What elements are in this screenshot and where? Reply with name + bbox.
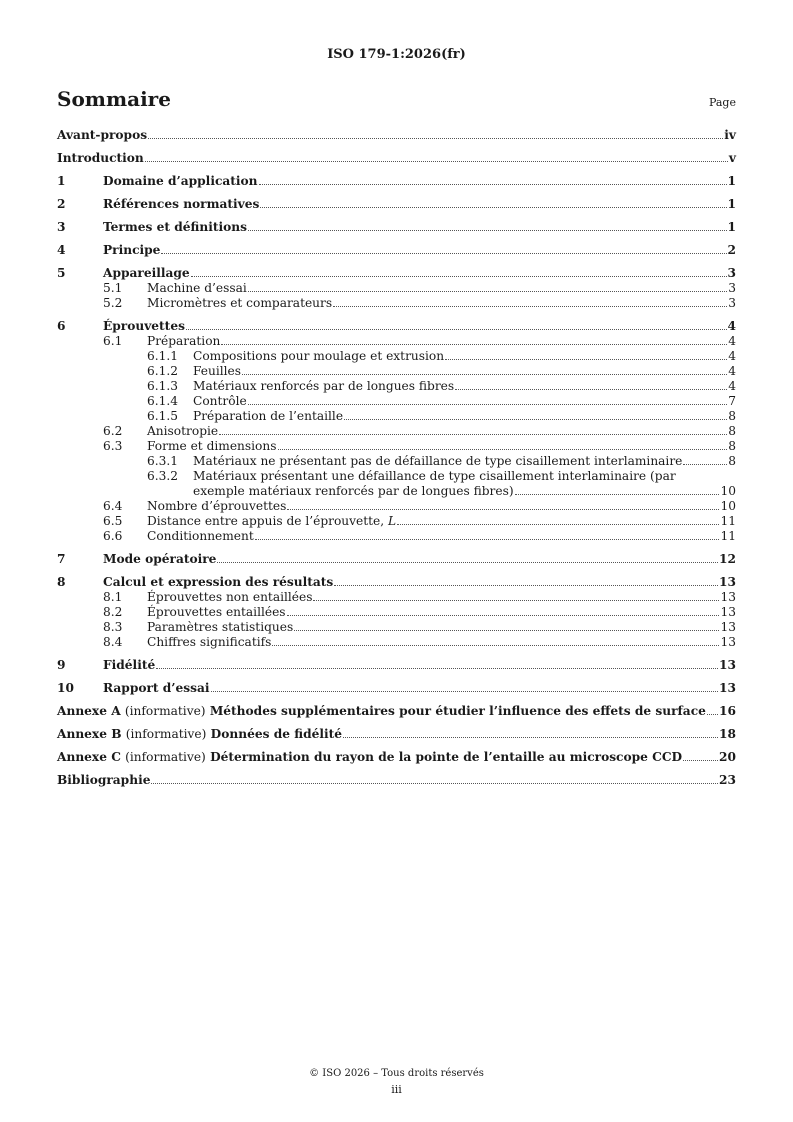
toc-entry-3[interactable] — [57, 220, 736, 235]
toc-entry-8[interactable] — [57, 575, 736, 590]
toc-entry-label: Références normatives — [103, 197, 260, 211]
toc-entry-6-3-1[interactable] — [57, 454, 736, 469]
toc-entry-label: Matériaux renforcés par de longues fibres — [193, 379, 455, 393]
leader-dots — [455, 386, 727, 390]
toc-entry-number: 8.3 — [103, 620, 123, 634]
toc-entry-page: 8 — [728, 424, 736, 438]
toc-entry-page: 11 — [720, 529, 736, 543]
toc-entry-page: 1 — [727, 174, 736, 188]
annex-id: Annexe A — [57, 704, 121, 718]
toc-entry-page: 4 — [727, 319, 736, 333]
toc-entry-label — [147, 514, 396, 529]
toc-entry-label: Fidélité — [103, 658, 156, 672]
toc-entry-page: 4 — [728, 364, 736, 378]
toc-entry-label: Calcul et expression des résultats — [103, 575, 334, 589]
toc-entry-page: 13 — [720, 635, 736, 649]
toc-entry-6-1-3[interactable] — [57, 379, 736, 394]
toc-entry-label — [57, 704, 706, 719]
annex-kind: (informative) — [124, 704, 206, 718]
toc-entry-avant-propos[interactable] — [57, 128, 736, 143]
toc-entry-number: 6.1.3 — [147, 379, 179, 393]
toc-entry-number: 6.3.2 — [147, 469, 179, 483]
toc-entry-page: 8 — [728, 439, 736, 453]
annex-title: Détermination du rayon de la pointe de l’entaille au microscope CCD — [210, 750, 683, 764]
toc-entry-number: 6.5 — [103, 514, 123, 528]
leader-dots — [242, 371, 727, 375]
toc-entry-page: 10 — [720, 499, 736, 513]
toc-entry-8-4[interactable] — [57, 635, 736, 650]
toc-entry-page: 10 — [720, 484, 736, 498]
toc-entry-label: Conditionnement — [147, 529, 254, 543]
toc-entry-page: 18 — [719, 727, 736, 741]
toc-entry-10[interactable] — [57, 681, 736, 696]
toc-entry-label: Préparation de l’entaille — [193, 409, 344, 423]
toc-entry-label: Éprouvettes entaillées — [147, 605, 286, 619]
leader-dots — [221, 341, 727, 345]
toc-entry-5-1[interactable] — [57, 281, 736, 296]
toc-entry-1[interactable] — [57, 174, 736, 189]
toc-entry-page: 8 — [728, 409, 736, 423]
toc-entry-label: Termes et définitions — [103, 220, 247, 234]
leader-dots — [217, 559, 718, 563]
toc-entry-number: 6.1.2 — [147, 364, 179, 378]
toc-entry-label: Matériaux présentant une défaillance de type cisaillement interlaminaire (par — [193, 469, 676, 483]
toc-entry-number: 5.1 — [103, 281, 123, 295]
leader-dots — [260, 204, 726, 208]
toc-entry-number: 4 — [57, 243, 66, 257]
toc-entry-6-1-2[interactable] — [57, 364, 736, 379]
toc-entry-number: 6.4 — [103, 499, 123, 513]
leader-dots — [259, 181, 727, 185]
leader-dots — [272, 642, 719, 646]
toc-entry-label: Matériaux ne présentant pas de défaillance de type cisaillement interlaminaire — [193, 454, 683, 468]
toc-entry-5-2[interactable] — [57, 296, 736, 311]
toc-entry-6-4[interactable] — [57, 499, 736, 514]
toc-entry-number: 6.1.5 — [147, 409, 179, 423]
leader-dots — [344, 416, 727, 420]
toc-entry-number: 3 — [57, 220, 66, 234]
leader-dots — [683, 461, 727, 465]
toc-entry-9[interactable] — [57, 658, 736, 673]
toc-entry-annex-a[interactable] — [57, 704, 736, 719]
toc-entry-label: Feuilles — [193, 364, 242, 378]
toc-entry-8-2[interactable] — [57, 605, 736, 620]
leader-dots — [248, 401, 728, 405]
toc-entry-label: Avant-propos — [57, 128, 148, 142]
page-footer — [0, 1066, 793, 1098]
toc-entry-page: 7 — [728, 394, 736, 408]
toc-entry-page: 3 — [728, 296, 736, 310]
leader-dots — [294, 627, 719, 631]
toc-entry-label: Éprouvettes — [103, 319, 185, 333]
leader-dots — [219, 431, 727, 435]
toc-entry-page: 13 — [720, 620, 736, 634]
toc-entry-bibliographie[interactable] — [57, 773, 736, 788]
toc-entry-label — [57, 750, 682, 765]
toc-entry-label: Contrôle — [193, 394, 247, 408]
leader-dots — [255, 536, 720, 540]
toc-entry-label: Appareillage — [103, 266, 190, 280]
leader-dots — [248, 288, 727, 292]
toc-entry-6[interactable] — [57, 319, 736, 334]
leader-dots — [445, 356, 727, 360]
toc-entry-page: 4 — [728, 379, 736, 393]
variable-symbol: L — [388, 514, 397, 528]
leader-dots — [145, 158, 728, 162]
toc-entry-number: 6.1.4 — [147, 394, 179, 408]
toc-entry-number: 8.1 — [103, 590, 123, 604]
leader-dots — [707, 711, 718, 715]
leader-dots — [148, 135, 723, 139]
toc-entry-page: 16 — [719, 704, 736, 718]
toc-entry-multiline-text — [193, 469, 736, 499]
leader-dots — [287, 506, 719, 510]
toc-entry-page: 23 — [719, 773, 736, 787]
toc-entry-4[interactable] — [57, 243, 736, 258]
annex-id: Annexe B — [57, 727, 122, 741]
toc-entry-number: 6.3.1 — [147, 454, 179, 468]
toc-entry-introduction[interactable] — [57, 151, 736, 166]
toc-entry-label: Préparation — [147, 334, 221, 348]
toc-entry-label — [57, 727, 342, 742]
toc-entry-label: Chiffres significatifs — [147, 635, 272, 649]
toc-entry-number: 6.3 — [103, 439, 123, 453]
toc-entry-label: Micromètres et comparateurs — [147, 296, 333, 310]
leader-dots — [211, 688, 718, 692]
toc-entry-number: 6.1 — [103, 334, 123, 348]
annex-id: Annexe C — [57, 750, 121, 764]
leader-dots — [161, 250, 726, 254]
toc-entry-number: 1 — [57, 174, 66, 188]
toc-entry-label-text: Distance entre appuis de l’éprouvette, — [147, 514, 389, 528]
toc-entry-page: v — [728, 151, 736, 165]
toc-entry-6-5[interactable] — [57, 514, 736, 529]
toc-entry-label: Machine d’essai — [147, 281, 247, 295]
toc-entry-number: 6.6 — [103, 529, 123, 543]
toc-entry-page: 13 — [719, 575, 736, 589]
leader-dots — [343, 734, 718, 738]
annex-kind: (informative) — [125, 727, 207, 741]
toc-entry-label: Compositions pour moulage et extrusion — [193, 349, 445, 363]
toc-entry-6-1-4[interactable] — [57, 394, 736, 409]
leader-dots — [151, 780, 718, 784]
toc-entry-second-line — [193, 484, 736, 499]
toc-entry-8-3[interactable] — [57, 620, 736, 635]
toc-entry-page: 8 — [728, 454, 736, 468]
document-id-header: ISO 179-1:2026(fr) — [327, 47, 466, 62]
leader-dots — [186, 326, 727, 330]
toc-entry-number: 5 — [57, 266, 66, 280]
toc-entry-7[interactable] — [57, 552, 736, 567]
toc-entry-2[interactable] — [57, 197, 736, 212]
leader-dots — [397, 521, 719, 525]
toc-entry-annex-b[interactable] — [57, 727, 736, 742]
toc-entry-page: 20 — [719, 750, 736, 764]
leader-dots — [248, 227, 727, 231]
toc-entry-annex-c[interactable] — [57, 750, 736, 765]
toc-entry-label: Paramètres statistiques — [147, 620, 294, 634]
copyright-notice: © ISO 2026 – Tous droits réservés — [309, 1068, 484, 1079]
toc-entry-number: 6.1.1 — [147, 349, 179, 363]
toc-entry-label: Principe — [103, 243, 161, 257]
leader-dots — [287, 612, 720, 616]
toc-entry-number: 8.4 — [103, 635, 123, 649]
toc-entry-label: Domaine d’application — [103, 174, 258, 188]
toc-entry-number: 2 — [57, 197, 66, 211]
leader-dots — [683, 757, 718, 761]
page-title: Sommaire — [57, 87, 171, 111]
toc-entry-number: 5.2 — [103, 296, 123, 310]
toc-entry-page: 4 — [728, 334, 736, 348]
toc-entry-number: 8.2 — [103, 605, 123, 619]
toc-entry-6-2[interactable] — [57, 424, 736, 439]
annex-kind: (informative) — [125, 750, 206, 764]
toc-entry-page: 4 — [728, 349, 736, 363]
annex-title: Données de fidélité — [210, 727, 342, 741]
leader-dots — [313, 597, 719, 601]
toc-entry-page: iv — [724, 128, 736, 142]
toc-entry-label: Nombre d’éprouvettes — [147, 499, 287, 513]
toc-entry-number: 6.2 — [103, 424, 123, 438]
page-column-label: Page — [708, 96, 736, 109]
toc-entry-number: 6 — [57, 319, 66, 333]
leader-dots — [156, 665, 718, 669]
leader-dots — [191, 273, 727, 277]
toc-entry-number: 8 — [57, 575, 66, 589]
toc-entry-label: Rapport d’essai — [103, 681, 210, 695]
table-of-contents — [57, 128, 736, 788]
toc-entry-page: 13 — [720, 590, 736, 604]
leader-dots — [515, 491, 720, 495]
toc-entry-8-1[interactable] — [57, 590, 736, 605]
toc-entry-6-1-5[interactable] — [57, 409, 736, 424]
toc-entry-page: 1 — [727, 197, 736, 211]
page-number: iii — [391, 1083, 402, 1096]
toc-entry-page: 13 — [719, 658, 736, 672]
toc-entry-label: Introduction — [57, 151, 144, 165]
toc-entry-page: 13 — [719, 681, 736, 695]
toc-entry-label: Forme et dimensions — [147, 439, 277, 453]
toc-entry-6-6[interactable] — [57, 529, 736, 544]
toc-entry-page: 3 — [727, 266, 736, 280]
toc-entry-page: 1 — [727, 220, 736, 234]
toc-entry-6-3-2[interactable] — [57, 469, 736, 499]
leader-dots — [334, 582, 718, 586]
toc-title-row — [57, 87, 736, 111]
toc-entry-number: 10 — [57, 681, 74, 695]
leader-dots — [278, 446, 728, 450]
toc-entry-label: Mode opératoire — [103, 552, 217, 566]
toc-entry-page: 11 — [720, 514, 736, 528]
toc-entry-5[interactable] — [57, 266, 736, 281]
toc-entry-6-1[interactable] — [57, 334, 736, 349]
toc-entry-page: 3 — [728, 281, 736, 295]
toc-entry-page: 13 — [720, 605, 736, 619]
toc-entry-number: 9 — [57, 658, 66, 672]
leader-dots — [333, 303, 727, 307]
toc-entry-label: Bibliographie — [57, 773, 151, 787]
toc-entry-page: 12 — [719, 552, 736, 566]
toc-entry-number: 7 — [57, 552, 66, 566]
annex-title: Méthodes supplémentaires pour étudier l’influence des effets de surface — [209, 704, 706, 718]
toc-entry-label-continued: exemple matériaux renforcés par de longues fibres) — [193, 484, 514, 498]
toc-entry-label: Éprouvettes non entaillées — [147, 590, 313, 604]
toc-entry-6-3[interactable] — [57, 439, 736, 454]
toc-entry-page: 2 — [727, 243, 736, 257]
toc-entry-label: Anisotropie — [147, 424, 219, 438]
toc-entry-6-1-1[interactable] — [57, 349, 736, 364]
